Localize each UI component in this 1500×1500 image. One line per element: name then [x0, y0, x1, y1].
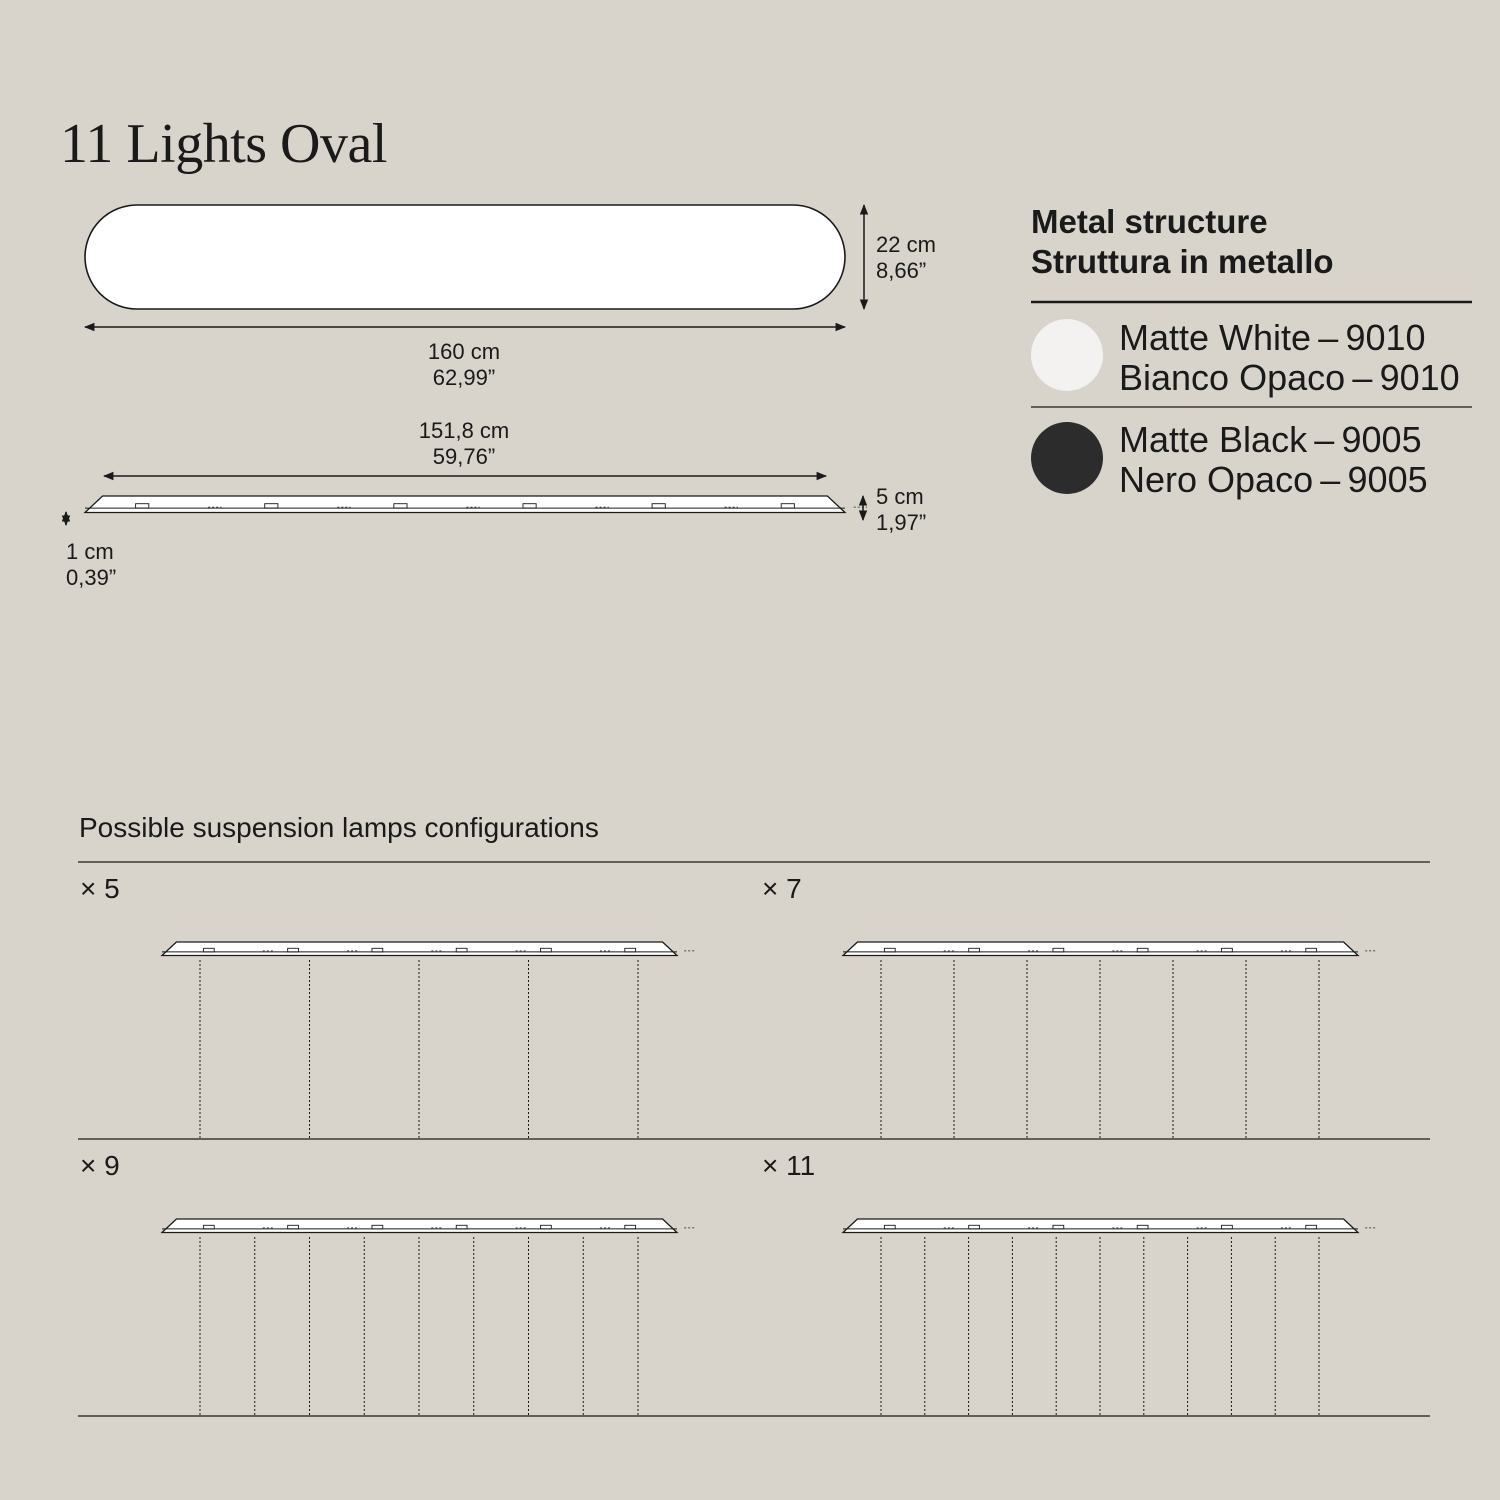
legend-heading: Metal structure Struttura in metallo: [1031, 203, 1334, 280]
side-view-profile: [85, 496, 867, 513]
profile-outline: [162, 1219, 677, 1233]
inner-length-label: 151,8 cm 59,76”: [418, 418, 510, 469]
top-view-oval: [85, 205, 845, 309]
height-label: 22 cm 8,66”: [876, 232, 936, 283]
depth-label: 5 cm 1,97”: [876, 484, 927, 535]
swatch-matte-black: [1031, 422, 1103, 494]
swatch-matte-white: [1031, 319, 1103, 391]
config-diagram-5: [162, 942, 695, 1139]
profile-outline: [162, 942, 677, 956]
config-diagram-7: [843, 942, 1376, 1139]
edge-label: 1 cm 0,39”: [66, 539, 117, 590]
config-label-11: × 11: [762, 1150, 816, 1181]
configurations-title: Possible suspension lamps configurations: [79, 812, 599, 843]
profile-outline: [843, 1219, 1358, 1233]
config-diagram-11: [843, 1219, 1376, 1416]
finish-matte-white: Matte White – 9010 Bianco Opaco – 9010: [1119, 317, 1460, 398]
config-label-5: × 5: [80, 873, 120, 904]
length-label: 160 cm 62,99”: [427, 339, 501, 390]
finish-matte-black: Matte Black – 9005 Nero Opaco – 9005: [1119, 419, 1428, 500]
config-label-9: × 9: [80, 1150, 120, 1181]
page-title: 11 Lights Oval: [60, 113, 387, 175]
profile-outline: [843, 942, 1358, 956]
config-diagram-9: [162, 1219, 695, 1416]
config-label-7: × 7: [762, 873, 802, 904]
profile-outline: [85, 496, 845, 513]
